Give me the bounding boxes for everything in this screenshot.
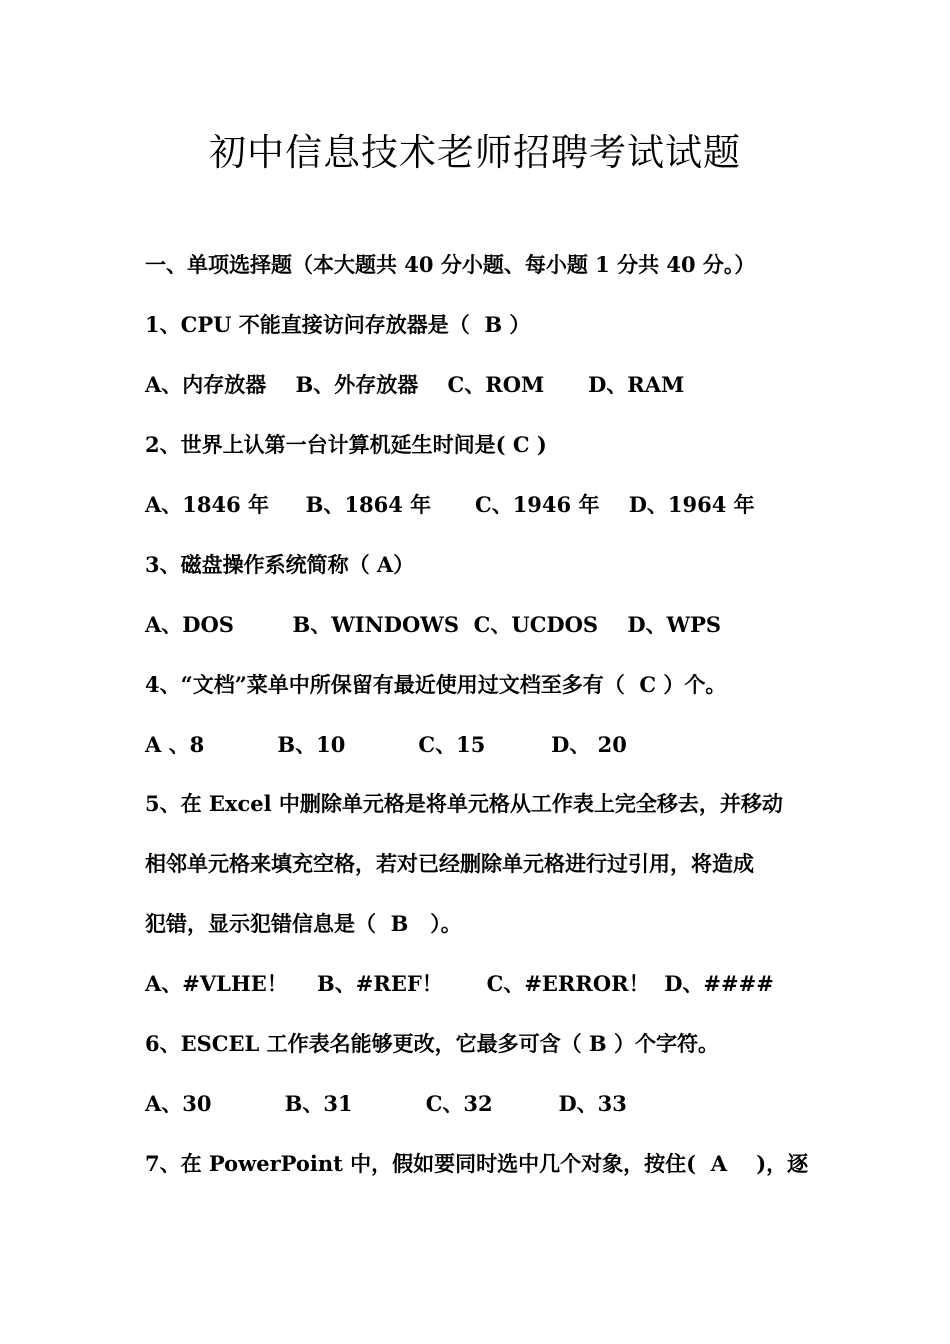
section-heading: 一、单项选择题（本大题共 40 分小题、每小题 1 分共 40 分。） [145, 252, 756, 277]
question-4: 4、“文档”菜单中所保留有最近使用过文档至多有（ C ）个。 [145, 672, 727, 697]
question-5-line-1: 5、在 Excel 中删除单元格是将单元格从工作表上完全移去，并移动 [145, 791, 783, 816]
page-title: 初中信息技术老师招聘考试试题 [209, 131, 741, 174]
question-3: 3、磁盘操作系统简称（ A） [145, 552, 415, 577]
question-2: 2、世界上认第一台计算机延生时间是( C ) [145, 432, 547, 457]
question-6: 6、ESCEL 工作表名能够更改，它最多可含（ B ）个字符。 [145, 1031, 719, 1056]
question-7: 7、在 PowerPoint 中，假如要同时选中几个对象，按住( A )，逐 [145, 1151, 809, 1176]
question-5-line-2: 相邻单元格来填充空格，若对已经删除单元格进行过引用，将造成 [145, 851, 754, 876]
question-4-options: A 、8 B、10 C、15 D、 20 [145, 732, 627, 757]
question-6-options: A、30 B、31 C、32 D、33 [145, 1091, 627, 1116]
question-3-options: A、DOS B、WINDOWS C、UCDOS D、WPS [145, 612, 722, 637]
question-1: 1、CPU 不能直接访问存放器是（ B ） [145, 312, 531, 337]
question-5-line-3: 犯错，显示犯错信息是（ B ）。 [145, 911, 462, 936]
question-1-options: A、内存放器 B、外存放器 C、ROM D、RAM [145, 372, 685, 397]
question-5-options: A、#VLHE！ B、#REF！ C、#ERROR！ D、#### [145, 971, 774, 996]
question-2-options: A、1846 年 B、1864 年 C、1946 年 D、1964 年 [145, 492, 755, 517]
